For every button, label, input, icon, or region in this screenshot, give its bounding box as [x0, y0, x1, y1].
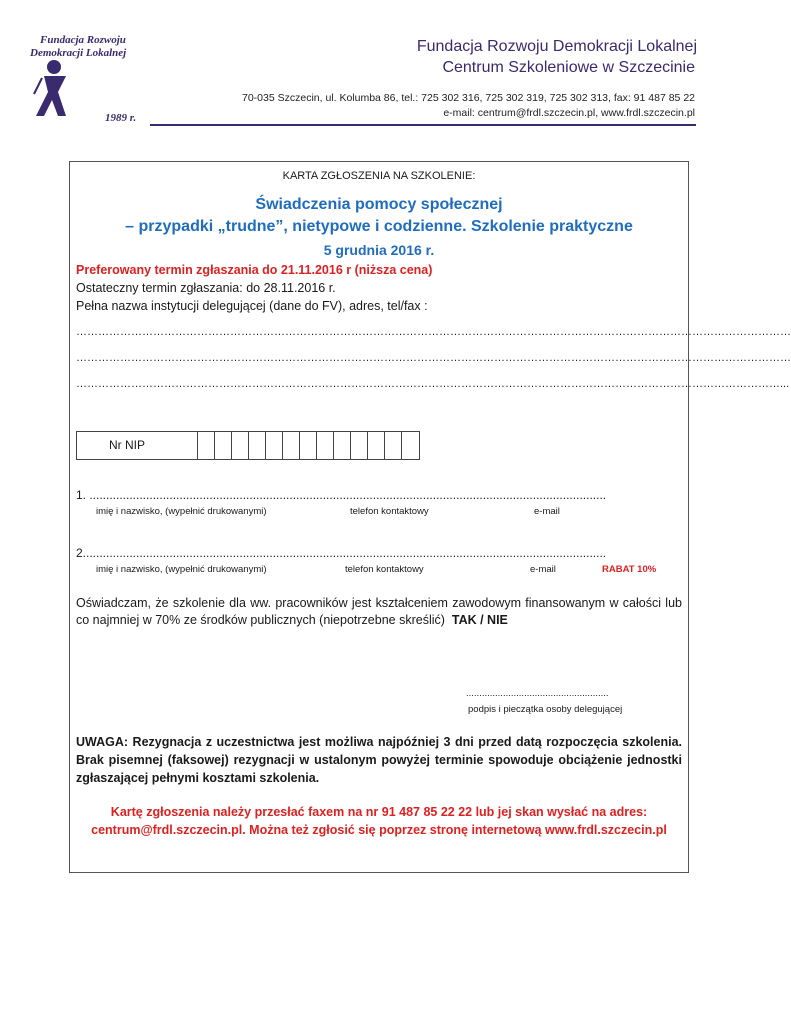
- participant-1-name-hint: imię i nazwisko, (wypełnić drukowanymi): [96, 506, 267, 517]
- participant-2-field[interactable]: 2.............................................................................................................................................................: [76, 546, 607, 560]
- declaration-body: Oświadczam, że szkolenie dla ww. pracowników jest kształceniem zawodowym finansowanym w całości lub co najmniej w 70% ze środków publicznych (niepotrzebne skreślić): [76, 596, 682, 627]
- participant-1-phone-hint: telefon kontaktowy: [350, 506, 429, 517]
- institution-field-line2[interactable]: ……………………………………………………………………………………………………………………………………………………………………………: [76, 352, 791, 364]
- card-title: KARTA ZGŁOSZENIA NA SZKOLENIE:: [282, 170, 476, 182]
- participant-2-phone-hint: telefon kontaktowy: [345, 564, 424, 575]
- org-email: e-mail: centrum@frdl.szczecin.pl, www.frdl.szczecin.pl: [443, 107, 695, 119]
- nip-field[interactable]: [76, 431, 420, 460]
- discount-badge: RABAT 10%: [602, 564, 657, 575]
- logo-name-line2: Demokracji Lokalnej: [30, 47, 127, 59]
- nip-digit-cell[interactable]: [299, 432, 316, 459]
- course-date: 5 grudnia 2016 r.: [323, 242, 435, 258]
- logo-year: 1989 r.: [105, 112, 137, 124]
- cancellation-warning: UWAGA: Rezygnacja z uczestnictwa jest możliwa najpóźniej 3 dni przed datą rozpoczęcia szkolenia. Brak pisemnej (faksowej) rezygnacji w ustalonym powyżej terminie spowoduje obciążenie jednostki zgłaszającej pełnymi kosztami szkolenia.: [76, 735, 682, 785]
- participant-2-email-hint: e-mail: [530, 564, 556, 575]
- nip-digit-cell[interactable]: [367, 432, 384, 459]
- nip-digit-cell[interactable]: [231, 432, 248, 459]
- nip-digit-cell[interactable]: [333, 432, 350, 459]
- nip-digit-cell[interactable]: [265, 432, 282, 459]
- nip-digit-cell[interactable]: [197, 432, 214, 459]
- nip-digit-cell[interactable]: [282, 432, 299, 459]
- send-instructions-line2: centrum@frdl.szczecin.pl. Można też zgłosić się poprzez stronę internetową www.frdl.szczecin.pl: [91, 823, 667, 837]
- header-divider: [150, 124, 696, 126]
- declaration-text: [76, 595, 682, 629]
- course-title-line2: – przypadki „trudne”, nietypowe i codzienne. Szkolenie praktyczne: [125, 218, 633, 235]
- preferred-deadline: Preferowany termin zgłaszania do 21.11.2016 r (niższa cena): [76, 263, 433, 277]
- institution-label: Pełna nazwa instytucji delegującej (dane do FV), adres, tel/fax :: [76, 299, 428, 313]
- nip-digit-cell[interactable]: [350, 432, 367, 459]
- nip-digit-cell[interactable]: [401, 432, 418, 459]
- org-name-line1: Fundacja Rozwoju Demokracji Lokalnej: [416, 38, 697, 55]
- org-address: 70-035 Szczecin, ul. Kolumba 86, tel.: 725 302 316, 725 302 319, 725 302 313, fax: 91 487 85 22: [241, 92, 695, 104]
- participant-2-name-hint: imię i nazwisko, (wypełnić drukowanymi): [96, 564, 267, 575]
- send-instructions-line1: Kartę zgłoszenia należy przesłać faxem na nr 91 487 85 22 22 lub jej skan wysłać na adres:: [110, 805, 648, 819]
- nip-digit-cell[interactable]: [214, 432, 231, 459]
- org-name-line2: Centrum Szkoleniowe w Szczecinie: [442, 59, 695, 76]
- nip-digit-cell[interactable]: [248, 432, 265, 459]
- declaration-choice[interactable]: TAK / NIE: [451, 613, 508, 627]
- logo-figure-icon: [32, 58, 72, 120]
- nip-label: Nr NIP: [109, 438, 145, 452]
- nip-digit-cell[interactable]: [316, 432, 333, 459]
- signature-label: podpis i pieczątka osoby delegującej: [468, 704, 623, 715]
- signature-line[interactable]: ......................................................: [466, 688, 609, 699]
- course-title-line1: Świadczenia pomocy społecznej: [255, 196, 503, 213]
- nip-digit-cell[interactable]: [384, 432, 401, 459]
- participant-1-field[interactable]: 1. ...........................................................................................................................................................: [76, 488, 607, 502]
- logo-name-line1: Fundacja Rozwoju: [40, 34, 126, 46]
- institution-field-line3[interactable]: …………………………………………………………………………………………………………………………………………………………………………...: [76, 378, 790, 390]
- institution-field-line1[interactable]: ……………………………………………………………………………………………………………………………………………………………………………: [76, 326, 791, 338]
- participant-1-email-hint: e-mail: [534, 506, 560, 517]
- final-deadline: Ostateczny termin zgłaszania: do 28.11.2016 r.: [76, 281, 336, 295]
